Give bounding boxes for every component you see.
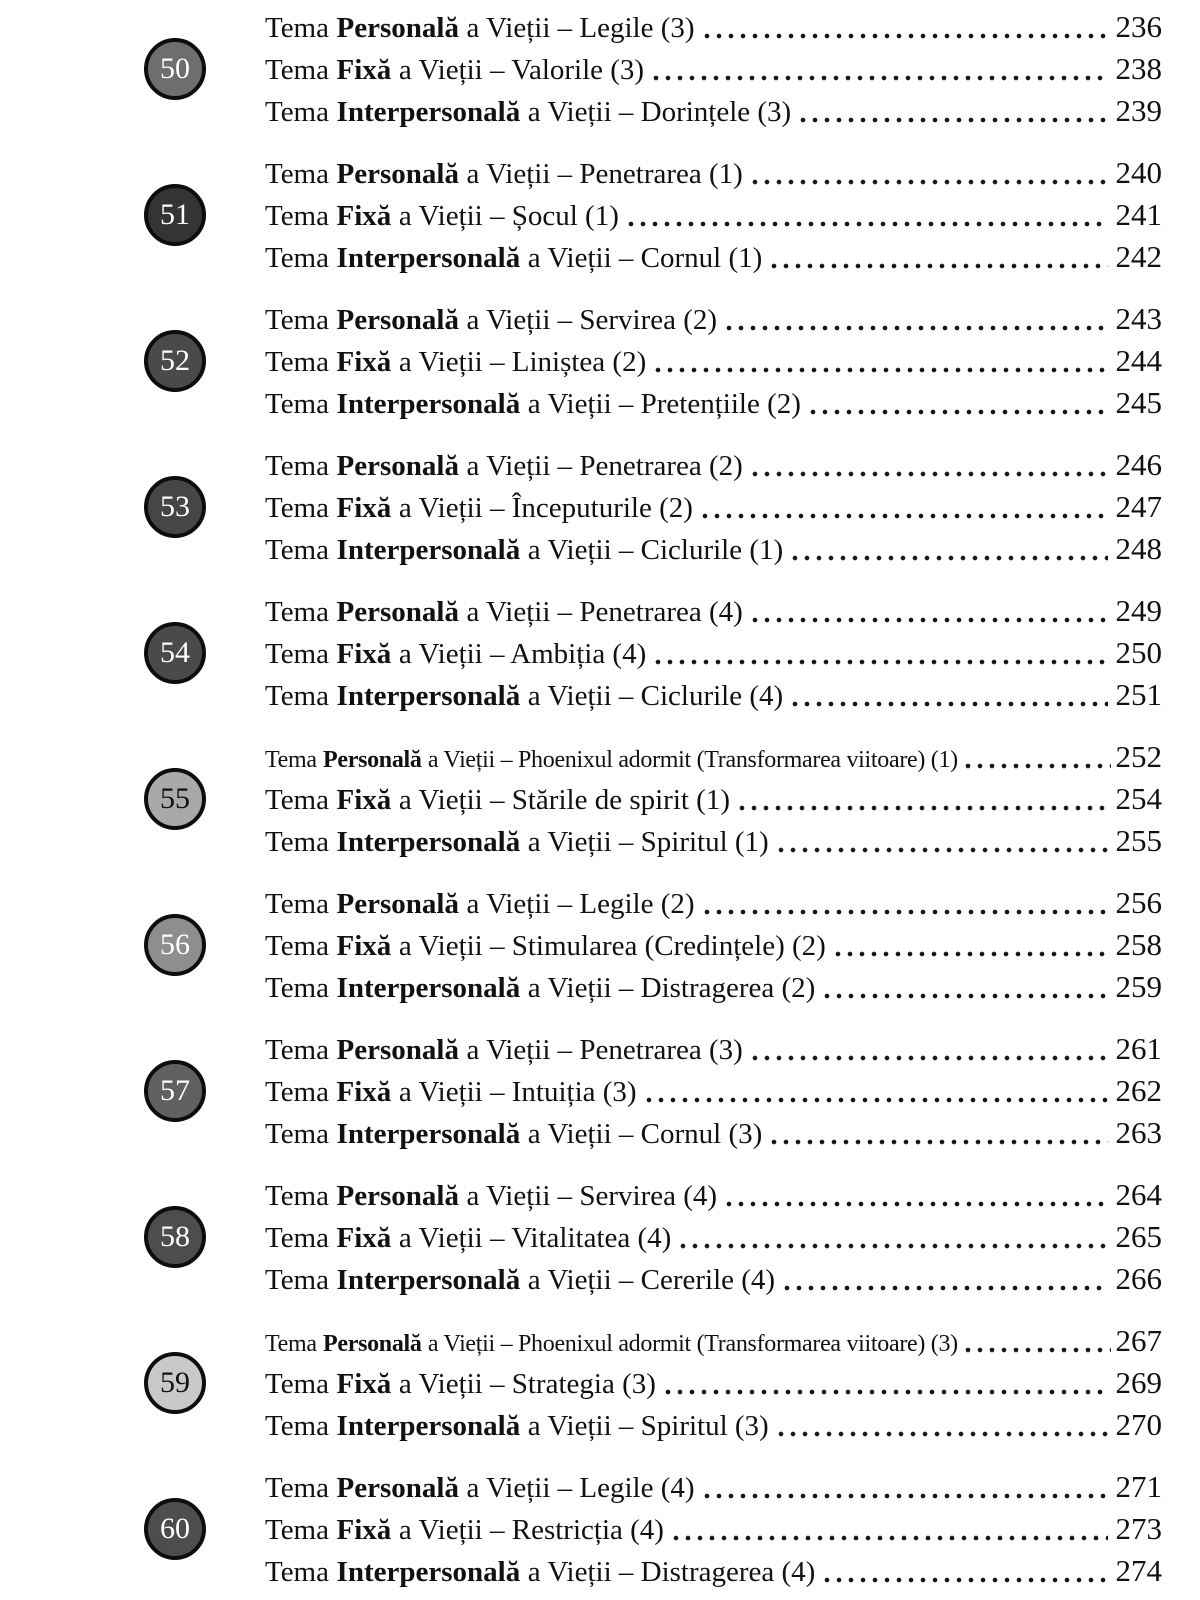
entry-title: a Vieții – Stările de spirit (1) [398, 784, 730, 816]
chapter-number: 60 [160, 1512, 190, 1545]
toc-group [0, 298, 1162, 424]
entry-page-number: 240 [1115, 155, 1162, 190]
chapter-badge-cell [0, 1028, 265, 1154]
entry-page-number: 266 [1115, 1261, 1162, 1296]
chapter-number: 59 [160, 1366, 190, 1399]
chapter-number-badge [144, 330, 206, 392]
chapter-number-badge [144, 1206, 206, 1268]
chapter-number-badge [144, 622, 206, 684]
entry-page-number: 238 [1115, 51, 1162, 86]
entry-prefix: Tema [265, 1556, 329, 1588]
entry-title: a Vieții – Începuturile (2) [398, 492, 693, 524]
chapter-number-badge [144, 914, 206, 976]
entry-keyword: Interpersonală [336, 534, 521, 566]
chapter-number-badge [144, 1498, 206, 1560]
dot-leader [723, 1201, 1107, 1207]
chapter-number-badge [144, 1060, 206, 1122]
chapter-badge-cell [0, 1466, 265, 1592]
toc-entries [265, 882, 1162, 1008]
toc-entry [265, 778, 1162, 820]
entry-title: a Vieții – Distragerea (2) [527, 972, 816, 1004]
toc-entry [265, 590, 1162, 632]
toc-entry [265, 444, 1162, 486]
entry-keyword: Personală [336, 450, 459, 482]
entry-title: a Vieții – Ciclurile (4) [527, 680, 784, 712]
toc-entry [265, 736, 1162, 778]
entry-title: a Vieții – Cererile (4) [527, 1264, 776, 1296]
dot-leader [962, 1347, 1111, 1353]
entry-prefix: Tema [265, 596, 329, 628]
entry-prefix: Tema [265, 1331, 317, 1357]
entry-prefix: Tema [265, 346, 329, 378]
dot-leader [677, 1243, 1107, 1249]
entry-title: a Vieții – Servirea (2) [466, 304, 718, 336]
dot-leader [670, 1535, 1108, 1541]
toc-entry [265, 1028, 1162, 1070]
entry-prefix: Tema [265, 1222, 329, 1254]
entry-page-number: 274 [1115, 1553, 1162, 1588]
chapter-number-badge [144, 184, 206, 246]
chapter-number-badge [144, 768, 206, 830]
toc-entry [265, 820, 1162, 862]
entry-page-number: 262 [1115, 1073, 1162, 1108]
entry-prefix: Tema [265, 242, 329, 274]
toc-group [0, 1174, 1162, 1300]
entry-keyword: Personală [336, 1472, 459, 1504]
entry-page-number: 246 [1115, 447, 1162, 482]
entry-keyword: Personală [323, 1331, 422, 1357]
chapter-number: 51 [160, 198, 190, 231]
toc-group [0, 152, 1162, 278]
toc-entries [265, 736, 1162, 862]
entry-page-number: 239 [1115, 93, 1162, 128]
entry-title: a Vieții – Liniștea (2) [398, 346, 647, 378]
entry-keyword: Interpersonală [336, 680, 521, 712]
entry-title: a Vieții – Dorințele (3) [527, 96, 792, 128]
chapter-number: 52 [160, 344, 190, 377]
toc-entry [265, 1258, 1162, 1300]
entry-page-number: 273 [1115, 1511, 1162, 1546]
entry-prefix: Tema [265, 1472, 329, 1504]
toc-group [0, 1028, 1162, 1154]
entry-keyword: Personală [336, 1180, 459, 1212]
entry-keyword: Personală [336, 158, 459, 190]
chapter-number: 57 [160, 1074, 190, 1107]
entry-keyword: Fixă [336, 346, 392, 378]
chapter-badge-cell [0, 882, 265, 1008]
dot-leader [768, 1139, 1107, 1145]
dot-leader [789, 701, 1107, 707]
chapter-number: 56 [160, 928, 190, 961]
toc-entries [265, 444, 1162, 570]
entry-prefix: Tema [265, 158, 329, 190]
entry-keyword: Interpersonală [336, 1410, 521, 1442]
toc-entry [265, 528, 1162, 570]
entry-keyword: Personală [336, 1034, 459, 1066]
toc-entries [265, 1320, 1162, 1446]
dot-leader [832, 951, 1108, 957]
toc-entry [265, 632, 1162, 674]
toc-entry [265, 1550, 1162, 1592]
entry-keyword: Interpersonală [336, 972, 521, 1004]
entry-keyword: Personală [336, 596, 459, 628]
dot-leader [701, 909, 1108, 915]
entry-prefix: Tema [265, 1034, 329, 1066]
toc-entries [265, 1466, 1162, 1592]
entry-page-number: 252 [1115, 739, 1162, 774]
toc-entry [265, 486, 1162, 528]
toc-entries [265, 1174, 1162, 1300]
dot-leader [650, 75, 1107, 81]
entry-keyword: Interpersonală [336, 1264, 521, 1296]
entry-title: a Vieții – Servirea (4) [466, 1180, 718, 1212]
dot-leader [749, 471, 1108, 477]
entry-prefix: Tema [265, 200, 329, 232]
dot-leader [775, 1431, 1108, 1437]
dot-leader [736, 805, 1108, 811]
chapter-number: 50 [160, 52, 190, 85]
entry-prefix: Tema [265, 54, 329, 86]
entry-prefix: Tema [265, 784, 329, 816]
entry-keyword: Interpersonală [336, 1118, 521, 1150]
toc-group [0, 736, 1162, 862]
entry-page-number: 255 [1115, 823, 1162, 858]
entry-page-number: 245 [1115, 385, 1162, 420]
toc-group [0, 1320, 1162, 1446]
chapter-badge-cell [0, 298, 265, 424]
chapter-badge-cell [0, 444, 265, 570]
entry-prefix: Tema [265, 12, 329, 44]
entry-title: a Vieții – Phoenixul adormit (Transformarea viitoare) (1) [427, 747, 958, 773]
entry-page-number: 259 [1115, 969, 1162, 1004]
chapter-badge-cell [0, 1174, 265, 1300]
entry-prefix: Tema [265, 680, 329, 712]
toc-group [0, 882, 1162, 1008]
dot-leader [701, 1493, 1108, 1499]
entry-prefix: Tema [265, 304, 329, 336]
dot-leader [821, 993, 1107, 999]
toc-entries [265, 6, 1162, 132]
toc-entry [265, 298, 1162, 340]
entry-page-number: 243 [1115, 301, 1162, 336]
toc-entry [265, 152, 1162, 194]
entry-title: a Vieții – Legile (3) [466, 12, 695, 44]
entry-page-number: 254 [1115, 781, 1162, 816]
entry-prefix: Tema [265, 826, 329, 858]
entry-title: a Vieții – Vitalitatea (4) [398, 1222, 672, 1254]
entry-prefix: Tema [265, 1118, 329, 1150]
toc-group [0, 1466, 1162, 1592]
entry-prefix: Tema [265, 972, 329, 1004]
dot-leader [662, 1389, 1108, 1395]
dot-leader [749, 179, 1108, 185]
chapter-number: 54 [160, 636, 190, 669]
dot-leader [797, 117, 1107, 123]
entry-title: a Vieții – Spiritul (3) [527, 1410, 769, 1442]
chapter-number-badge [144, 1352, 206, 1414]
entry-keyword: Fixă [336, 492, 392, 524]
entry-page-number: 261 [1115, 1031, 1162, 1066]
dot-leader [962, 763, 1111, 769]
entry-title: a Vieții – Ambiția (4) [398, 638, 647, 670]
entry-prefix: Tema [265, 930, 329, 962]
entry-prefix: Tema [265, 1410, 329, 1442]
entry-title: a Vieții – Pretențiile (2) [527, 388, 801, 420]
toc-entry [265, 966, 1162, 1008]
entry-title: a Vieții – Legile (2) [466, 888, 695, 920]
entry-keyword: Interpersonală [336, 826, 521, 858]
entry-page-number: 244 [1115, 343, 1162, 378]
chapter-number: 58 [160, 1220, 190, 1253]
entry-prefix: Tema [265, 1368, 329, 1400]
dot-leader [643, 1097, 1108, 1103]
entry-title: a Vieții – Stimularea (Credințele) (2) [398, 930, 826, 962]
toc-entry [265, 48, 1162, 90]
toc-entry [265, 340, 1162, 382]
entry-keyword: Fixă [336, 1368, 392, 1400]
dot-leader [652, 659, 1107, 665]
entry-title: a Vieții – Strategia (3) [398, 1368, 656, 1400]
entry-keyword: Interpersonală [336, 1556, 521, 1588]
entry-keyword: Interpersonală [336, 388, 521, 420]
entry-page-number: 265 [1115, 1219, 1162, 1254]
entry-prefix: Tema [265, 638, 329, 670]
entry-page-number: 269 [1115, 1365, 1162, 1400]
entry-keyword: Personală [336, 888, 459, 920]
chapter-number-badge [144, 476, 206, 538]
entry-keyword: Interpersonală [336, 242, 521, 274]
entry-title: a Vieții – Legile (4) [466, 1472, 695, 1504]
entry-keyword: Fixă [336, 54, 392, 86]
entry-prefix: Tema [265, 388, 329, 420]
entry-title: a Vieții – Cornul (1) [527, 242, 763, 274]
entry-title: a Vieții – Penetrarea (4) [466, 596, 743, 628]
entry-page-number: 256 [1115, 885, 1162, 920]
entry-title: a Vieții – Restricția (4) [398, 1514, 664, 1546]
toc-entry [265, 1216, 1162, 1258]
entry-page-number: 242 [1115, 239, 1162, 274]
entry-page-number: 258 [1115, 927, 1162, 962]
toc-entry [265, 1466, 1162, 1508]
entry-page-number: 250 [1115, 635, 1162, 670]
dot-leader [701, 33, 1108, 39]
entry-keyword: Personală [336, 304, 459, 336]
dot-leader [699, 513, 1108, 519]
toc-entries [265, 298, 1162, 424]
dot-leader [749, 1055, 1108, 1061]
entry-prefix: Tema [265, 492, 329, 524]
entry-title: a Vieții – Phoenixul adormit (Transformarea viitoare) (3) [427, 1331, 958, 1357]
entry-title: a Vieții – Penetrarea (1) [466, 158, 743, 190]
entry-keyword: Fixă [336, 638, 392, 670]
dot-leader [625, 221, 1108, 227]
toc-group [0, 444, 1162, 570]
entry-title: a Vieții – Penetrarea (2) [466, 450, 743, 482]
entry-prefix: Tema [265, 1076, 329, 1108]
toc-entry [265, 1320, 1162, 1362]
dot-leader [807, 409, 1108, 415]
entry-prefix: Tema [265, 96, 329, 128]
entry-page-number: 270 [1115, 1407, 1162, 1442]
dot-leader [789, 555, 1107, 561]
entry-keyword: Fixă [336, 200, 392, 232]
entry-title: a Vieții – Șocul (1) [398, 200, 619, 232]
dot-leader [723, 325, 1107, 331]
chapter-badge-cell [0, 590, 265, 716]
dot-leader [749, 617, 1108, 623]
entry-page-number: 241 [1115, 197, 1162, 232]
entry-keyword: Fixă [336, 1076, 392, 1108]
entry-page-number: 251 [1115, 677, 1162, 712]
dot-leader [821, 1577, 1107, 1583]
toc-group [0, 6, 1162, 132]
entry-keyword: Personală [323, 747, 422, 773]
toc-entry [265, 6, 1162, 48]
dot-leader [781, 1285, 1107, 1291]
toc-entry [265, 674, 1162, 716]
toc-entry [265, 194, 1162, 236]
entry-prefix: Tema [265, 747, 317, 773]
entry-title: a Vieții – Cornul (3) [527, 1118, 763, 1150]
entry-title: a Vieții – Spiritul (1) [527, 826, 769, 858]
entry-keyword: Fixă [336, 1222, 392, 1254]
entry-page-number: 236 [1115, 9, 1162, 44]
entry-prefix: Tema [265, 534, 329, 566]
toc-entry [265, 882, 1162, 924]
toc-group [0, 590, 1162, 716]
toc-entry [265, 382, 1162, 424]
entry-page-number: 249 [1115, 593, 1162, 628]
toc-entry [265, 1174, 1162, 1216]
toc-group-list [0, 6, 1162, 1592]
toc-entries [265, 590, 1162, 716]
toc-entry [265, 1508, 1162, 1550]
entry-prefix: Tema [265, 888, 329, 920]
toc-entry [265, 1404, 1162, 1446]
chapter-number: 55 [160, 782, 190, 815]
entry-keyword: Interpersonală [336, 96, 521, 128]
entry-prefix: Tema [265, 1264, 329, 1296]
dot-leader [652, 367, 1107, 373]
entry-page-number: 247 [1115, 489, 1162, 524]
toc-entry [265, 1070, 1162, 1112]
chapter-number: 53 [160, 490, 190, 523]
toc-entries [265, 1028, 1162, 1154]
entry-keyword: Fixă [336, 1514, 392, 1546]
entry-prefix: Tema [265, 1180, 329, 1212]
toc-entry [265, 924, 1162, 966]
entry-page-number: 271 [1115, 1469, 1162, 1504]
entry-title: a Vieții – Ciclurile (1) [527, 534, 784, 566]
chapter-badge-cell [0, 6, 265, 132]
toc-entry [265, 1362, 1162, 1404]
toc-entries [265, 152, 1162, 278]
toc-entry [265, 90, 1162, 132]
entry-keyword: Fixă [336, 784, 392, 816]
entry-page-number: 267 [1115, 1323, 1162, 1358]
dot-leader [775, 847, 1108, 853]
entry-title: a Vieții – Distragerea (4) [527, 1556, 816, 1588]
entry-prefix: Tema [265, 1514, 329, 1546]
entry-page-number: 263 [1115, 1115, 1162, 1150]
entry-title: a Vieții – Intuiția (3) [398, 1076, 637, 1108]
entry-prefix: Tema [265, 450, 329, 482]
chapter-badge-cell [0, 736, 265, 862]
chapter-number-badge [144, 38, 206, 100]
dot-leader [768, 263, 1107, 269]
entry-page-number: 264 [1115, 1177, 1162, 1212]
chapter-badge-cell [0, 1320, 265, 1446]
toc-entry [265, 1112, 1162, 1154]
chapter-badge-cell [0, 152, 265, 278]
entry-title: a Vieții – Penetrarea (3) [466, 1034, 743, 1066]
entry-title: a Vieții – Valorile (3) [398, 54, 645, 86]
entry-keyword: Fixă [336, 930, 392, 962]
toc-entry [265, 236, 1162, 278]
entry-page-number: 248 [1115, 531, 1162, 566]
entry-keyword: Personală [336, 12, 459, 44]
